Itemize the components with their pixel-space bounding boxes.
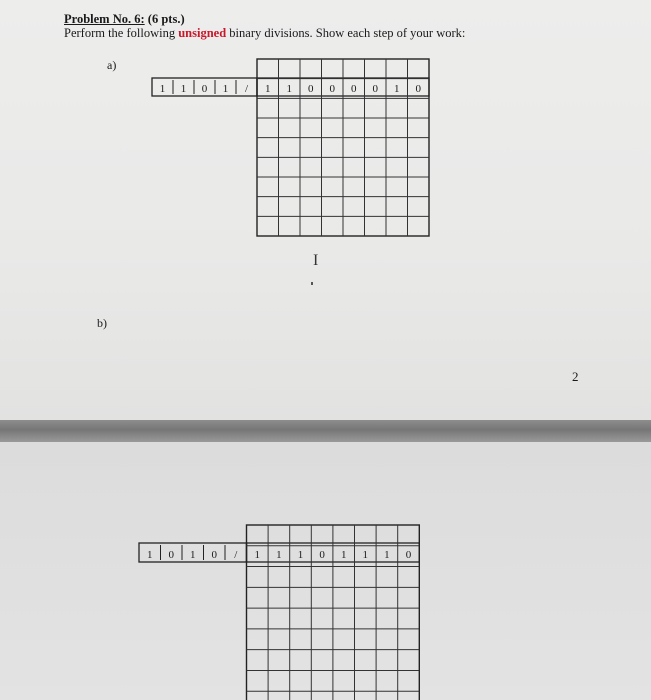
dividend-digit: 0 [308, 83, 314, 95]
problem-title: Problem No. 6: [64, 12, 145, 26]
divisor-digit: 0 [211, 549, 217, 561]
instruction-prefix: Perform the following [64, 26, 179, 40]
dividend-digit: 1 [362, 549, 369, 561]
dividend-digit: 1 [297, 549, 304, 561]
dividend-digit: 0 [372, 83, 378, 95]
instruction-suffix: binary divisions. Show each step of your work: [226, 26, 466, 40]
page-number: 2 [572, 369, 579, 384]
dividend-digit: 1 [286, 83, 292, 95]
divisor-digit: 1 [159, 83, 166, 95]
divisor-digit: / [244, 83, 249, 95]
dividend-digit: 1 [276, 549, 282, 561]
problem-points: (6 pts.) [147, 12, 185, 26]
divisor-digit: 1 [222, 83, 229, 95]
divisor-digit: 0 [201, 83, 208, 95]
dividend-digit: 0 [415, 83, 421, 95]
dividend-digit: 0 [351, 83, 357, 95]
dividend-digit: 1 [340, 549, 347, 561]
dividend-digit: 0 [319, 549, 325, 561]
divisor-digit: 1 [180, 83, 187, 95]
dividend-digit: 1 [394, 83, 400, 95]
dividend-digit: 0 [405, 549, 412, 561]
dividend-digit: 1 [384, 549, 390, 561]
divisor-digit: 1 [147, 549, 153, 561]
dividend-digit: 1 [265, 83, 271, 95]
part-b-label: b) [97, 316, 107, 330]
dividend-digit: 0 [329, 83, 335, 95]
divisor-digit: / [234, 549, 238, 561]
part-a-label: a) [107, 58, 117, 72]
instruction-keyword: unsigned [178, 26, 227, 40]
dividend-digit: 1 [254, 549, 261, 561]
divisor-digit: 0 [168, 549, 174, 561]
divisor-digit: 1 [190, 549, 196, 561]
text-cursor-icon: I [313, 252, 319, 269]
